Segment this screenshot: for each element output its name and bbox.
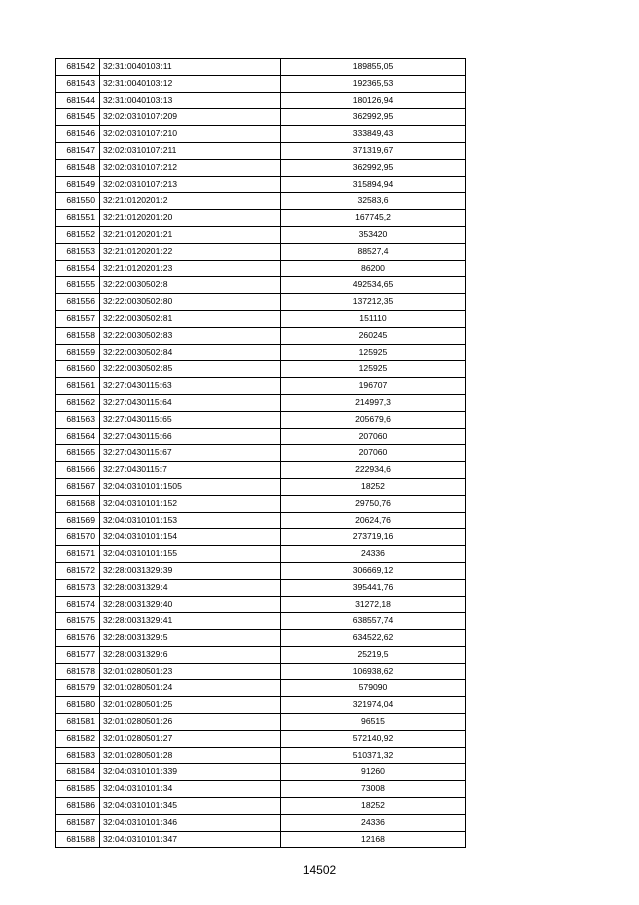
cadastral-number-cell: 32:21:0120201:23 (100, 260, 281, 277)
table-row (56, 512, 466, 529)
row-number-cell: 681552 (56, 226, 100, 243)
value-cell: 180126,94 (281, 92, 466, 109)
value-cell: 321974,04 (281, 697, 466, 714)
row-number-cell: 681564 (56, 428, 100, 445)
row-number-cell: 681560 (56, 361, 100, 378)
row-number-cell: 681548 (56, 159, 100, 176)
value-cell: 86200 (281, 260, 466, 277)
cadastral-number-cell: 32:21:0120201:22 (100, 243, 281, 260)
value-cell: 395441,76 (281, 579, 466, 596)
value-cell: 73008 (281, 781, 466, 798)
value-cell: 125925 (281, 361, 466, 378)
cadastral-number-cell: 32:31:0040103:13 (100, 92, 281, 109)
table-row (56, 159, 466, 176)
value-cell: 24336 (281, 814, 466, 831)
row-number-cell: 681546 (56, 126, 100, 143)
row-number-cell: 681582 (56, 730, 100, 747)
page-number: 14502 (302, 863, 337, 877)
table-row (56, 428, 466, 445)
table-row (56, 730, 466, 747)
row-number-cell: 681567 (56, 478, 100, 495)
cadastral-number-cell: 32:27:0430115:66 (100, 428, 281, 445)
table-row (56, 529, 466, 546)
table-row (56, 630, 466, 647)
cadastral-number-cell: 32:28:0031329:5 (100, 630, 281, 647)
row-number-cell: 681587 (56, 814, 100, 831)
value-cell: 205679,6 (281, 411, 466, 428)
row-number-cell: 681574 (56, 596, 100, 613)
table-row (56, 495, 466, 512)
row-number-cell: 681585 (56, 781, 100, 798)
row-number-cell: 681580 (56, 697, 100, 714)
table-row (56, 361, 466, 378)
row-number-cell: 681575 (56, 613, 100, 630)
cadastral-number-cell: 32:04:0310101:153 (100, 512, 281, 529)
cadastral-number-cell: 32:28:0031329:41 (100, 613, 281, 630)
table-row (56, 714, 466, 731)
table-row (56, 277, 466, 294)
cadastral-number-cell: 32:22:0030502:83 (100, 327, 281, 344)
row-number-cell: 681570 (56, 529, 100, 546)
table-row (56, 243, 466, 260)
row-number-cell: 681561 (56, 378, 100, 395)
table-row (56, 579, 466, 596)
value-cell: 362992,95 (281, 159, 466, 176)
cadastral-number-cell: 32:27:0430115:64 (100, 394, 281, 411)
cadastral-number-cell: 32:28:0031329:39 (100, 562, 281, 579)
table-row (56, 142, 466, 159)
value-cell: 572140,92 (281, 730, 466, 747)
cadastral-number-cell: 32:28:0031329:40 (100, 596, 281, 613)
row-number-cell: 681572 (56, 562, 100, 579)
cadastral-number-cell: 32:02:0310107:211 (100, 142, 281, 159)
table-row (56, 126, 466, 143)
cadastral-number-cell: 32:04:0310101:34 (100, 781, 281, 798)
value-cell: 125925 (281, 344, 466, 361)
row-number-cell: 681577 (56, 646, 100, 663)
row-number-cell: 681578 (56, 663, 100, 680)
row-number-cell: 681579 (56, 680, 100, 697)
value-cell: 207060 (281, 445, 466, 462)
table-row (56, 646, 466, 663)
table-row (56, 798, 466, 815)
cadastral-number-cell: 32:04:0310101:347 (100, 831, 281, 848)
cadastral-number-cell: 32:02:0310107:210 (100, 126, 281, 143)
value-cell: 167745,2 (281, 210, 466, 227)
value-cell: 333849,43 (281, 126, 466, 143)
value-cell: 362992,95 (281, 109, 466, 126)
cadastral-number-cell: 32:21:0120201:21 (100, 226, 281, 243)
table-row (56, 462, 466, 479)
table-row (56, 394, 466, 411)
value-cell: 222934,6 (281, 462, 466, 479)
row-number-cell: 681568 (56, 495, 100, 512)
table-body (56, 59, 466, 848)
cadastral-number-cell: 32:01:0280501:25 (100, 697, 281, 714)
value-cell: 492534,65 (281, 277, 466, 294)
row-number-cell: 681549 (56, 176, 100, 193)
cadastral-number-cell: 32:01:0280501:23 (100, 663, 281, 680)
table-row (56, 193, 466, 210)
row-number-cell: 681573 (56, 579, 100, 596)
cadastral-number-cell: 32:02:0310107:213 (100, 176, 281, 193)
value-cell: 214997,3 (281, 394, 466, 411)
table-row (56, 814, 466, 831)
value-cell: 91260 (281, 764, 466, 781)
cadastral-number-cell: 32:27:0430115:67 (100, 445, 281, 462)
table-row (56, 747, 466, 764)
value-cell: 20624,76 (281, 512, 466, 529)
row-number-cell: 681558 (56, 327, 100, 344)
table-row (56, 613, 466, 630)
cadastral-number-cell: 32:04:0310101:339 (100, 764, 281, 781)
cadastral-number-cell: 32:04:0310101:155 (100, 546, 281, 563)
cadastral-number-cell: 32:01:0280501:24 (100, 680, 281, 697)
cadastral-number-cell: 32:04:0310101:154 (100, 529, 281, 546)
table-row (56, 697, 466, 714)
cadastral-number-cell: 32:28:0031329:6 (100, 646, 281, 663)
table-row (56, 176, 466, 193)
row-number-cell: 681545 (56, 109, 100, 126)
table-row (56, 260, 466, 277)
row-number-cell: 681544 (56, 92, 100, 109)
row-number-cell: 681588 (56, 831, 100, 848)
table-row (56, 562, 466, 579)
value-cell: 137212,35 (281, 294, 466, 311)
table-row (56, 210, 466, 227)
cadastral-number-cell: 32:01:0280501:27 (100, 730, 281, 747)
cadastral-number-cell: 32:31:0040103:11 (100, 59, 281, 76)
table-row (56, 344, 466, 361)
row-number-cell: 681571 (56, 546, 100, 563)
value-cell: 207060 (281, 428, 466, 445)
value-cell: 29750,76 (281, 495, 466, 512)
cadastral-number-cell: 32:22:0030502:85 (100, 361, 281, 378)
table-row (56, 75, 466, 92)
value-cell: 25219,5 (281, 646, 466, 663)
row-number-cell: 681576 (56, 630, 100, 647)
table-row (56, 663, 466, 680)
cadastral-number-cell: 32:27:0430115:7 (100, 462, 281, 479)
table-row (56, 294, 466, 311)
table-row (56, 764, 466, 781)
cadastral-number-cell: 32:27:0430115:65 (100, 411, 281, 428)
value-cell: 31272,18 (281, 596, 466, 613)
table-row (56, 478, 466, 495)
table-row (56, 92, 466, 109)
cadastral-number-cell: 32:04:0310101:346 (100, 814, 281, 831)
cadastral-number-cell: 32:22:0030502:84 (100, 344, 281, 361)
cadastral-number-cell: 32:02:0310107:212 (100, 159, 281, 176)
table-row (56, 596, 466, 613)
table-row (56, 781, 466, 798)
table-row (56, 546, 466, 563)
cadastral-number-cell: 32:22:0030502:8 (100, 277, 281, 294)
cadastral-number-cell: 32:04:0310101:345 (100, 798, 281, 815)
value-cell: 96515 (281, 714, 466, 731)
table-row (56, 831, 466, 848)
row-number-cell: 681583 (56, 747, 100, 764)
value-cell: 353420 (281, 226, 466, 243)
cadastral-number-cell: 32:31:0040103:12 (100, 75, 281, 92)
value-cell: 151110 (281, 310, 466, 327)
value-cell: 306669,12 (281, 562, 466, 579)
table-row (56, 59, 466, 76)
value-cell: 18252 (281, 478, 466, 495)
row-number-cell: 681550 (56, 193, 100, 210)
row-number-cell: 681556 (56, 294, 100, 311)
value-cell: 273719,16 (281, 529, 466, 546)
table-row (56, 109, 466, 126)
value-cell: 192365,53 (281, 75, 466, 92)
table-row (56, 680, 466, 697)
row-number-cell: 681581 (56, 714, 100, 731)
value-cell: 18252 (281, 798, 466, 815)
table-row (56, 445, 466, 462)
cadastral-number-cell: 32:02:0310107:209 (100, 109, 281, 126)
registry-table (55, 58, 466, 848)
cadastral-number-cell: 32:01:0280501:26 (100, 714, 281, 731)
cadastral-number-cell: 32:28:0031329:4 (100, 579, 281, 596)
value-cell: 32583,6 (281, 193, 466, 210)
row-number-cell: 681557 (56, 310, 100, 327)
value-cell: 189855,05 (281, 59, 466, 76)
row-number-cell: 681559 (56, 344, 100, 361)
table-row (56, 327, 466, 344)
cadastral-number-cell: 32:22:0030502:81 (100, 310, 281, 327)
value-cell: 12168 (281, 831, 466, 848)
value-cell: 106938,62 (281, 663, 466, 680)
value-cell: 315894,94 (281, 176, 466, 193)
value-cell: 634522,62 (281, 630, 466, 647)
row-number-cell: 681562 (56, 394, 100, 411)
value-cell: 88527,4 (281, 243, 466, 260)
cadastral-number-cell: 32:04:0310101:1505 (100, 478, 281, 495)
value-cell: 260245 (281, 327, 466, 344)
value-cell: 24336 (281, 546, 466, 563)
row-number-cell: 681542 (56, 59, 100, 76)
cadastral-number-cell: 32:22:0030502:80 (100, 294, 281, 311)
row-number-cell: 681551 (56, 210, 100, 227)
cadastral-number-cell: 32:27:0430115:63 (100, 378, 281, 395)
value-cell: 196707 (281, 378, 466, 395)
table-row (56, 310, 466, 327)
cadastral-number-cell: 32:01:0280501:28 (100, 747, 281, 764)
cadastral-number-cell: 32:21:0120201:20 (100, 210, 281, 227)
row-number-cell: 681565 (56, 445, 100, 462)
row-number-cell: 681563 (56, 411, 100, 428)
row-number-cell: 681584 (56, 764, 100, 781)
row-number-cell: 681543 (56, 75, 100, 92)
value-cell: 371319,67 (281, 142, 466, 159)
table-row (56, 226, 466, 243)
cadastral-number-cell: 32:04:0310101:152 (100, 495, 281, 512)
row-number-cell: 681566 (56, 462, 100, 479)
row-number-cell: 681586 (56, 798, 100, 815)
row-number-cell: 681569 (56, 512, 100, 529)
table-row (56, 411, 466, 428)
row-number-cell: 681555 (56, 277, 100, 294)
row-number-cell: 681547 (56, 142, 100, 159)
row-number-cell: 681553 (56, 243, 100, 260)
value-cell: 510371,32 (281, 747, 466, 764)
row-number-cell: 681554 (56, 260, 100, 277)
cadastral-number-cell: 32:21:0120201:2 (100, 193, 281, 210)
value-cell: 579090 (281, 680, 466, 697)
table-row (56, 378, 466, 395)
value-cell: 638557,74 (281, 613, 466, 630)
